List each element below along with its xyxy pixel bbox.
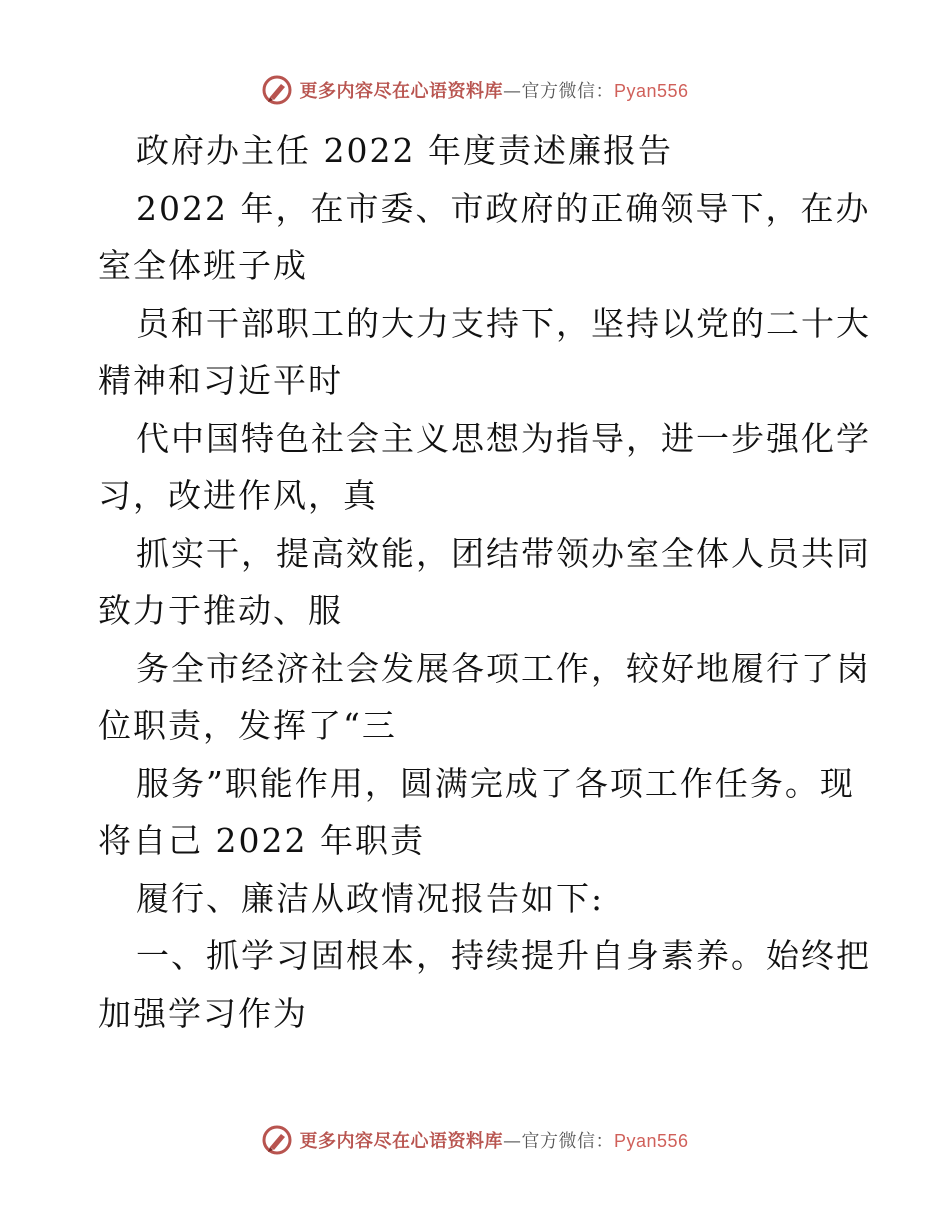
paragraph-line: 抓实干，提高效能，团结带领办室全体人员共同 bbox=[136, 533, 871, 573]
header-banner bbox=[0, 70, 950, 110]
paragraph-line: 习，改进作风，真 bbox=[98, 476, 378, 515]
pen-in-circle-logo-icon bbox=[261, 74, 293, 106]
paragraph-line: 服务”职能作用，圆满完成了各项工作任务。现 bbox=[136, 763, 855, 803]
paragraph-line: 务全市经济社会发展各项工作，较好地履行了岗 bbox=[136, 648, 871, 688]
banner-wechat-id: Pyan556 bbox=[613, 81, 689, 101]
pen-in-circle-logo-icon bbox=[261, 1124, 293, 1156]
paragraph-line: 员和干部职工的大力支持下，坚持以党的二十大 bbox=[136, 303, 871, 343]
paragraph-line: 致力于推动、服 bbox=[98, 591, 343, 630]
paragraph-line: 室全体班子成 bbox=[98, 246, 308, 285]
paragraph-line: 位职责，发挥了“三 bbox=[98, 706, 397, 745]
paragraph-line: 2022 年，在市委、市政府的正确领导下，在办 bbox=[136, 188, 871, 228]
banner-site-text: 更多内容尽在心语资料库 bbox=[299, 1131, 503, 1152]
paragraph-line: 履行、廉洁从政情况报告如下: bbox=[136, 878, 605, 918]
paragraph-line: 精神和习近平时 bbox=[98, 361, 343, 400]
document-title: 政府办主任 2022 年度责述廉报告 bbox=[136, 131, 673, 170]
paragraph-line: 加强学习作为 bbox=[98, 993, 308, 1033]
paragraph-line: 将自己 2022 年职责 bbox=[98, 821, 425, 860]
banner-wechat-label: 官方微信： bbox=[521, 1131, 614, 1152]
paragraph-line: 一、抓学习固根本，持续提升自身素养。始终把 bbox=[136, 936, 871, 975]
document-body bbox=[98, 122, 871, 1042]
banner-wechat-id: Pyan556 bbox=[613, 1131, 689, 1151]
banner-text bbox=[299, 77, 688, 103]
banner-separator: — bbox=[502, 81, 522, 102]
paragraph-line: 代中国特色社会主义思想为指导，进一步强化学 bbox=[136, 418, 871, 458]
banner-text bbox=[299, 1127, 688, 1153]
footer-banner bbox=[0, 1120, 950, 1160]
banner-site-text: 更多内容尽在心语资料库 bbox=[299, 81, 503, 102]
banner-separator: — bbox=[502, 1131, 522, 1152]
banner-wechat-label: 官方微信： bbox=[521, 81, 614, 102]
